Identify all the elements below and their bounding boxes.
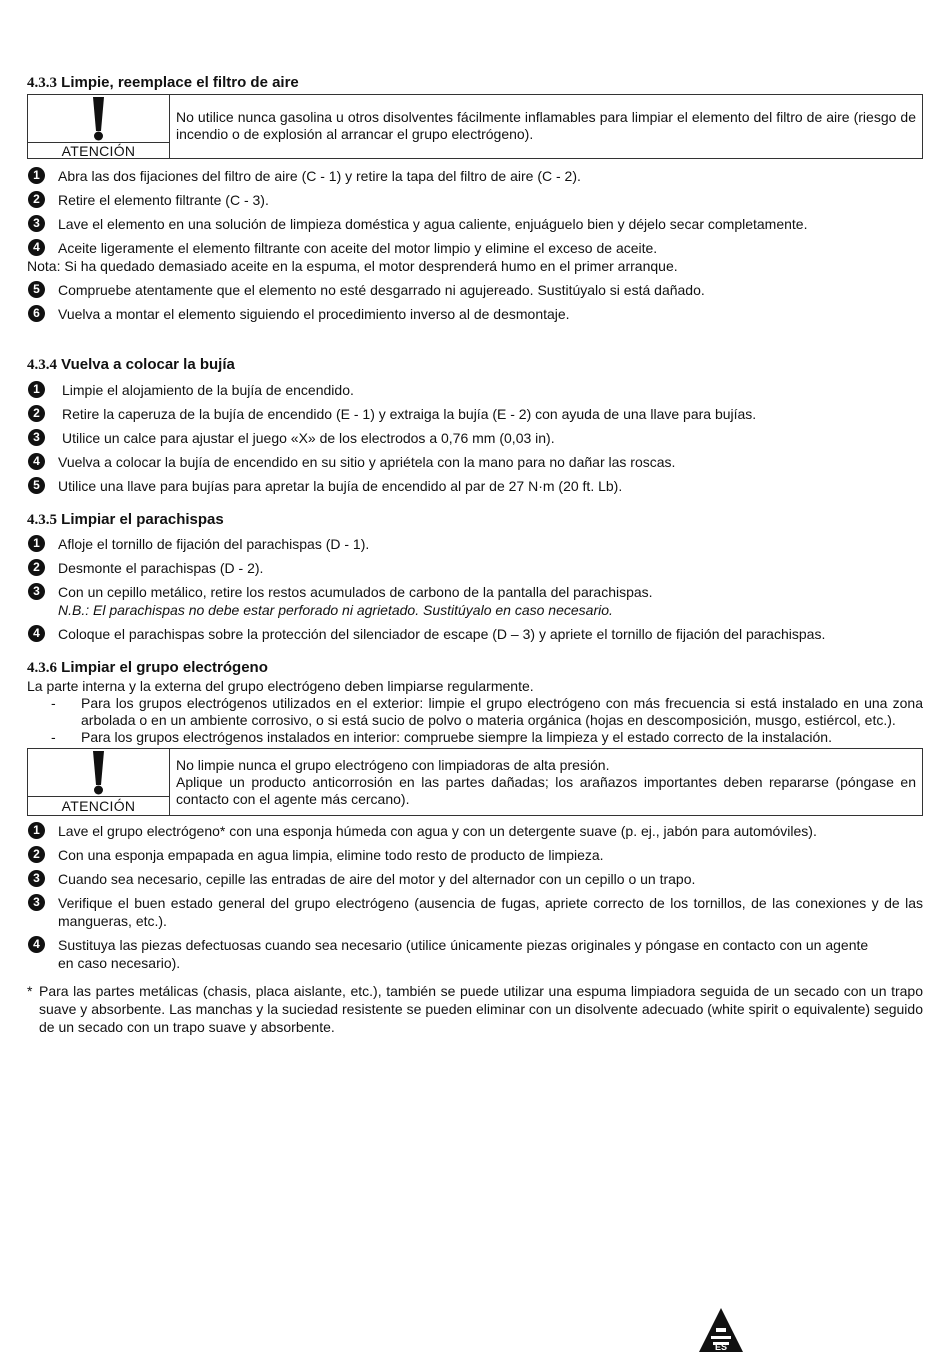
- step-number-icon: 6: [28, 305, 45, 322]
- list-item: [27, 535, 923, 553]
- list-item: [27, 477, 923, 495]
- list-item: [27, 822, 923, 840]
- document-page: [27, 74, 923, 1036]
- dash-item: - Para los grupos electrógenos utilizados en el exterior: limpie el grupo electrógeno con más frecuencia si está instalado en una zona arbolada o en un ambiente corrosivo, o si está sucio de polvo o materia orgánica (hojas en descomposición, musgo, estiércol, etc.).: [51, 695, 923, 728]
- step-number-icon: 2: [28, 191, 45, 208]
- list-item: [27, 625, 923, 643]
- list-item: [27, 405, 923, 423]
- warning-line: No limpie nunca el grupo electrógeno con limpiadoras de alta presión.: [176, 757, 610, 773]
- warning-text: [170, 749, 922, 815]
- section-heading-4-3-3: [27, 74, 923, 92]
- section-title: Limpiar el grupo electrógeno: [61, 659, 268, 676]
- step-text: Desmonte el parachispas (D - 2).: [58, 560, 264, 576]
- list-item: [27, 381, 923, 399]
- list-item: [27, 559, 923, 577]
- step-text: Sustituya las piezas defectuosas cuando sea necesario (utilice únicamente piezas originales y póngase en contacto con un agente en caso necesario).: [58, 937, 869, 971]
- step-text: Utilice una llave para bujías para apretar la bujía de encendido al par de 27 N·m (20 ft. Lb).: [58, 478, 623, 494]
- step-text: Afloje el tornillo de fijación del parachispas (D - 1).: [58, 536, 370, 552]
- list-item: [27, 191, 923, 209]
- list-item: [27, 305, 923, 323]
- list-item: [27, 936, 923, 972]
- language-es-triangle-icon: [697, 1306, 745, 1354]
- step-number-icon: 2: [28, 846, 45, 863]
- list-item: [27, 894, 923, 930]
- step-number-icon: 4: [28, 936, 45, 953]
- footnote-mark: *: [27, 983, 33, 999]
- step-text: Limpie el alojamiento de la bujía de encendido.: [62, 382, 354, 398]
- step-text: Verifique el buen estado general del grupo electrógeno (ausencia de fugas, apriete correcto de los tornillos, de las conexiones y de las mangueras, etc.).: [58, 895, 923, 929]
- dash-item: - Para los grupos electrógenos instalados en interior: compruebe siempre la limpieza y el estado correcto de la instalación.: [51, 729, 832, 745]
- step-text: Vuelva a colocar la bujía de encendido en su sitio y apriétela con la mano para no dañar las roscas.: [58, 454, 676, 470]
- warning-label: ATENCIÓN: [61, 143, 136, 159]
- step-number-icon: 1: [28, 167, 45, 184]
- section-title: Vuelva a colocar la bujía: [61, 356, 235, 373]
- exclamation-icon: [28, 95, 169, 141]
- step-number-icon: 3: [28, 215, 45, 232]
- list-item: [27, 167, 923, 185]
- list-item: [27, 215, 923, 233]
- section-heading-4-3-4: [27, 356, 923, 374]
- footnote: [27, 982, 923, 1036]
- step-number-icon: 1: [28, 381, 45, 398]
- step-text: Lave el grupo electrógeno* con una esponja húmeda con agua y con un detergente suave (p. ej., jabón para automóviles).: [58, 823, 817, 839]
- intro-text: La parte interna y la externa del grupo electrógeno deben limpiarse regularmente.: [27, 678, 534, 694]
- step-number-icon: 4: [28, 625, 45, 642]
- step-number-icon: 1: [28, 822, 45, 839]
- warning-line: Aplique un producto anticorrosión en las partes dañadas; los arañazos importantes deben repararse (póngase en contacto con el agente más cercano).: [176, 774, 916, 807]
- step-text: Lave el elemento en una solución de limpieza doméstica y agua caliente, enjuáguelo bien y déjelo secar completamente.: [58, 216, 808, 232]
- step-number-icon: 3: [28, 870, 45, 887]
- dash-text: Para los grupos electrógenos utilizados en el exterior: limpie el grupo electrógeno con más frecuencia si está instalado en una zona arbolada o en un ambiente corrosivo, o si está sucio de polvo o materia orgánica (hojas en descomposición, musgo, estiércol, etc.).: [81, 695, 923, 728]
- step-number-icon: 2: [28, 405, 45, 422]
- step-number-icon: 2: [28, 559, 45, 576]
- section-heading-4-3-5: [27, 511, 923, 529]
- logo-text: ES: [714, 1342, 728, 1352]
- exclamation-icon: [28, 749, 169, 795]
- section-heading-4-3-6: [27, 659, 923, 677]
- step-number-icon: 5: [28, 477, 45, 494]
- warning-label: ATENCIÓN: [61, 798, 136, 814]
- step-text: Con una esponja empapada en agua limpia, elimine todo resto de producto de limpieza.: [58, 847, 604, 863]
- note-text: Nota: Si ha quedado demasiado aceite en la espuma, el motor desprenderá humo en el primer arranque.: [27, 258, 678, 274]
- step-number-icon: 4: [28, 239, 45, 256]
- section-number: 4.3.6: [27, 660, 57, 676]
- footnote-text: Para las partes metálicas (chasis, placa aislante, etc.), también se puede utilizar una espuma limpiadora seguida de un secado con un trapo suave y absorbente. Las manchas y la suciedad resistente se pueden eliminar con un disolvente adecuado (white spirit o equivalente) seguido de un secado con un trapo suave y absorbente.: [39, 983, 923, 1035]
- warning-box-fuel: [27, 94, 923, 159]
- section-number: 4.3.4: [27, 357, 57, 373]
- step-number-icon: 4: [28, 453, 45, 470]
- step-number-icon: 5: [28, 281, 45, 298]
- warning-symbol-cell: [28, 749, 170, 815]
- dash-text: Para los grupos electrógenos instalados en interior: compruebe siempre la limpieza y el estado correcto de la instalación.: [81, 729, 832, 745]
- step-text: Retire la caperuza de la bujía de encendido (E - 1) y extraiga la bujía (E - 2) con ayuda de una llave para bujías.: [62, 406, 757, 422]
- warning-symbol-cell: [28, 95, 170, 158]
- list-item: [27, 846, 923, 864]
- section-title: Limpiar el parachispas: [61, 511, 224, 528]
- step-text: Vuelva a montar el elemento siguiendo el procedimiento inverso al de desmontaje.: [58, 306, 570, 322]
- section-title: Limpie, reemplace el filtro de aire: [61, 74, 299, 91]
- warning-box-cleaning: [27, 748, 923, 816]
- nb-note: [27, 601, 923, 619]
- list-item: [27, 281, 923, 299]
- section-number: 4.3.5: [27, 512, 57, 528]
- step-number-icon: 1: [28, 535, 45, 552]
- list-item: [27, 239, 923, 257]
- list-item: [27, 429, 923, 447]
- warning-text: No utilice nunca gasolina u otros disolventes fácilmente inflamables para limpiar el elemento del filtro de aire (riesgo de incendio o de explosión al arrancar el grupo electrógeno).: [176, 109, 916, 142]
- step-text: Coloque el parachispas sobre la protección del silenciador de escape (D – 3) y apriete el tornillo de fijación del parachispas.: [58, 626, 826, 642]
- step-text: Aceite ligeramente el elemento filtrante con aceite del motor limpio y elimine el exceso de aceite.: [58, 240, 658, 256]
- nb-text: N.B.: El parachispas no debe estar perforado ni agrietado. Sustitúyalo en caso necesario.: [58, 602, 613, 618]
- step-text: Cuando sea necesario, cepille las entradas de aire del motor y del alternador con un cepillo o un trapo.: [58, 871, 696, 887]
- section-number: 4.3.3: [27, 75, 57, 91]
- step-text: Con un cepillo metálico, retire los restos acumulados de carbono de la pantalla del parachispas.: [58, 584, 653, 600]
- list-item: [27, 583, 923, 601]
- list-item: [27, 453, 923, 471]
- step-text: Abra las dos fijaciones del filtro de aire (C - 1) y retire la tapa del filtro de aire (C - 2).: [58, 168, 581, 184]
- list-item: [27, 870, 923, 888]
- step-text: Retire el elemento filtrante (C - 3).: [58, 192, 269, 208]
- step-text: Utilice un calce para ajustar el juego «X» de los electrodos a 0,76 mm (0,03 in).: [62, 430, 555, 446]
- step-number-icon: 3: [28, 583, 45, 600]
- step-number-icon: 3: [28, 429, 45, 446]
- step-number-icon: 3: [28, 894, 45, 911]
- step-text: Compruebe atentamente que el elemento no esté desgarrado ni agujereado. Sustitúyalo si está dañado.: [58, 282, 705, 298]
